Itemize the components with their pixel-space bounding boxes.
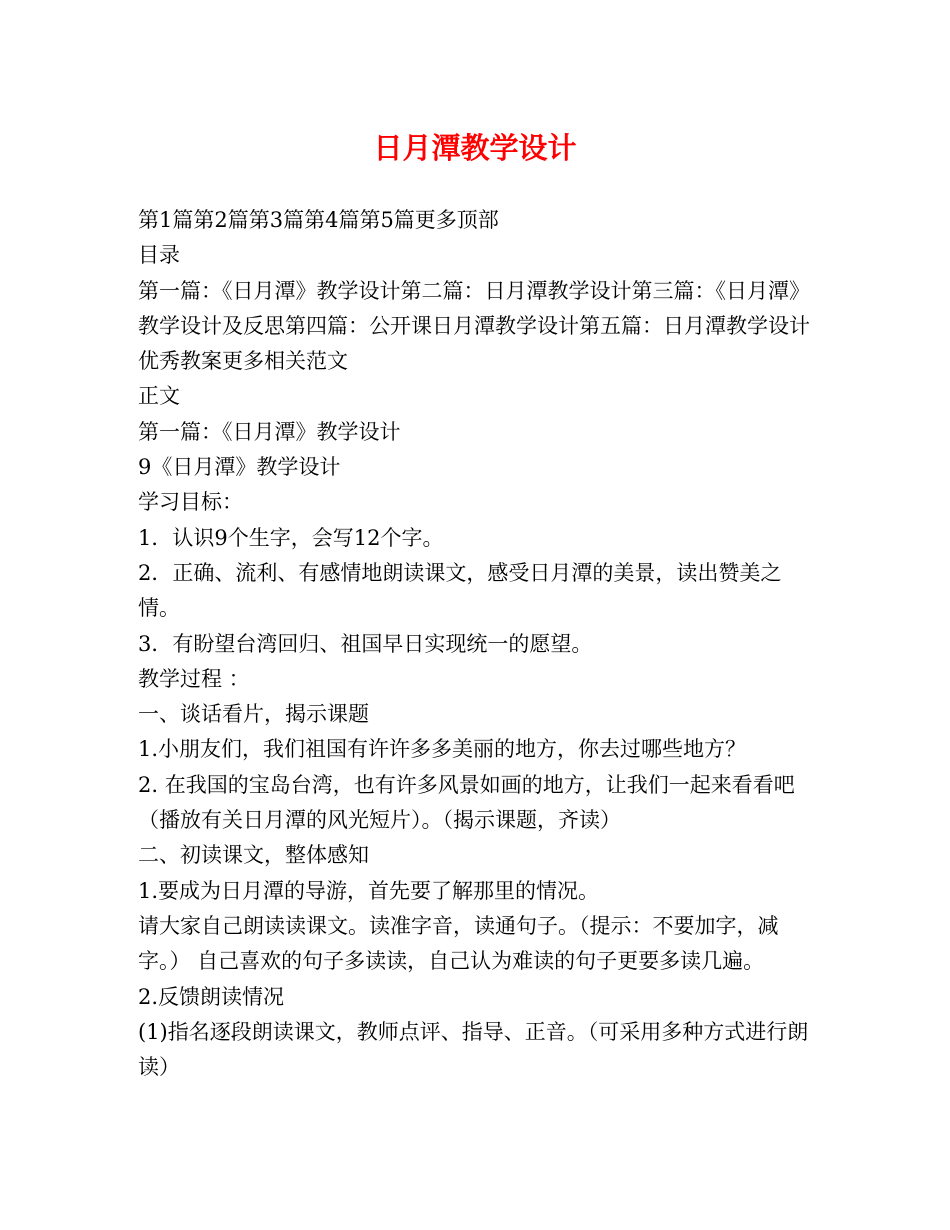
body-heading: 正文: [138, 384, 180, 409]
paragraph: (1)指名逐段朗读课文，教师点评、指导、正音。（可采用多种方式进行朗读）: [138, 1019, 809, 1080]
section-nav-line: 第1篇第2篇第3篇第4篇第5篇更多顶部: [138, 208, 499, 232]
toc-heading: 目录: [138, 243, 180, 268]
toc-entries: 第一篇：《日月潭》教学设计第二篇：日月潭教学设计第三篇：《日月潭》教学设计及反思第四篇：公开课日月潭教学设计第五篇：日月潭教学设计优秀教案更多相关范文: [138, 278, 810, 374]
goal-item: 1．认识9个生字，会写12个字。: [138, 525, 444, 550]
goal-item: 2．正确、流利、有感情地朗读课文，感受日月潭的美景，读出赞美之情。: [138, 560, 782, 621]
document-title: 日月潭教学设计: [373, 131, 577, 165]
paragraph: 请大家自己朗读读课文。读准字音，读通句子。（提示：不要加字，减字。） 自己喜欢的句子多读读，自己认为难读的句子更要多读几遍。: [138, 913, 779, 974]
step-heading: 一、谈话看片，揭示课题: [138, 702, 369, 727]
paragraph: 1.小朋友们，我们祖国有许许多多美丽的地方，你去过哪些地方？: [138, 737, 747, 762]
goals-heading: 学习目标：: [138, 490, 243, 515]
chapter-heading: 第一篇：《日月潭》教学设计: [138, 419, 401, 444]
paragraph: 2.反馈朗读情况: [138, 984, 285, 1009]
document-body: [138, 203, 818, 1085]
lesson-title: 9《日月潭》教学设计: [138, 455, 341, 480]
paragraph: 1.要成为日月潭的导游，首先要了解那里的情况。: [138, 878, 600, 903]
goal-item: 3．有盼望台湾回归、祖国早日实现统一的愿望。: [138, 631, 593, 656]
paragraph: 2. 在我国的宝岛台湾，也有许多风景如画的地方，让我们一起来看看吧（播放有关日月潭的风光短片）。（揭示课题，齐读）: [138, 772, 795, 833]
process-heading: 教学过程 ：: [138, 666, 250, 691]
step-heading: 二、初读课文，整体感知: [138, 843, 369, 868]
